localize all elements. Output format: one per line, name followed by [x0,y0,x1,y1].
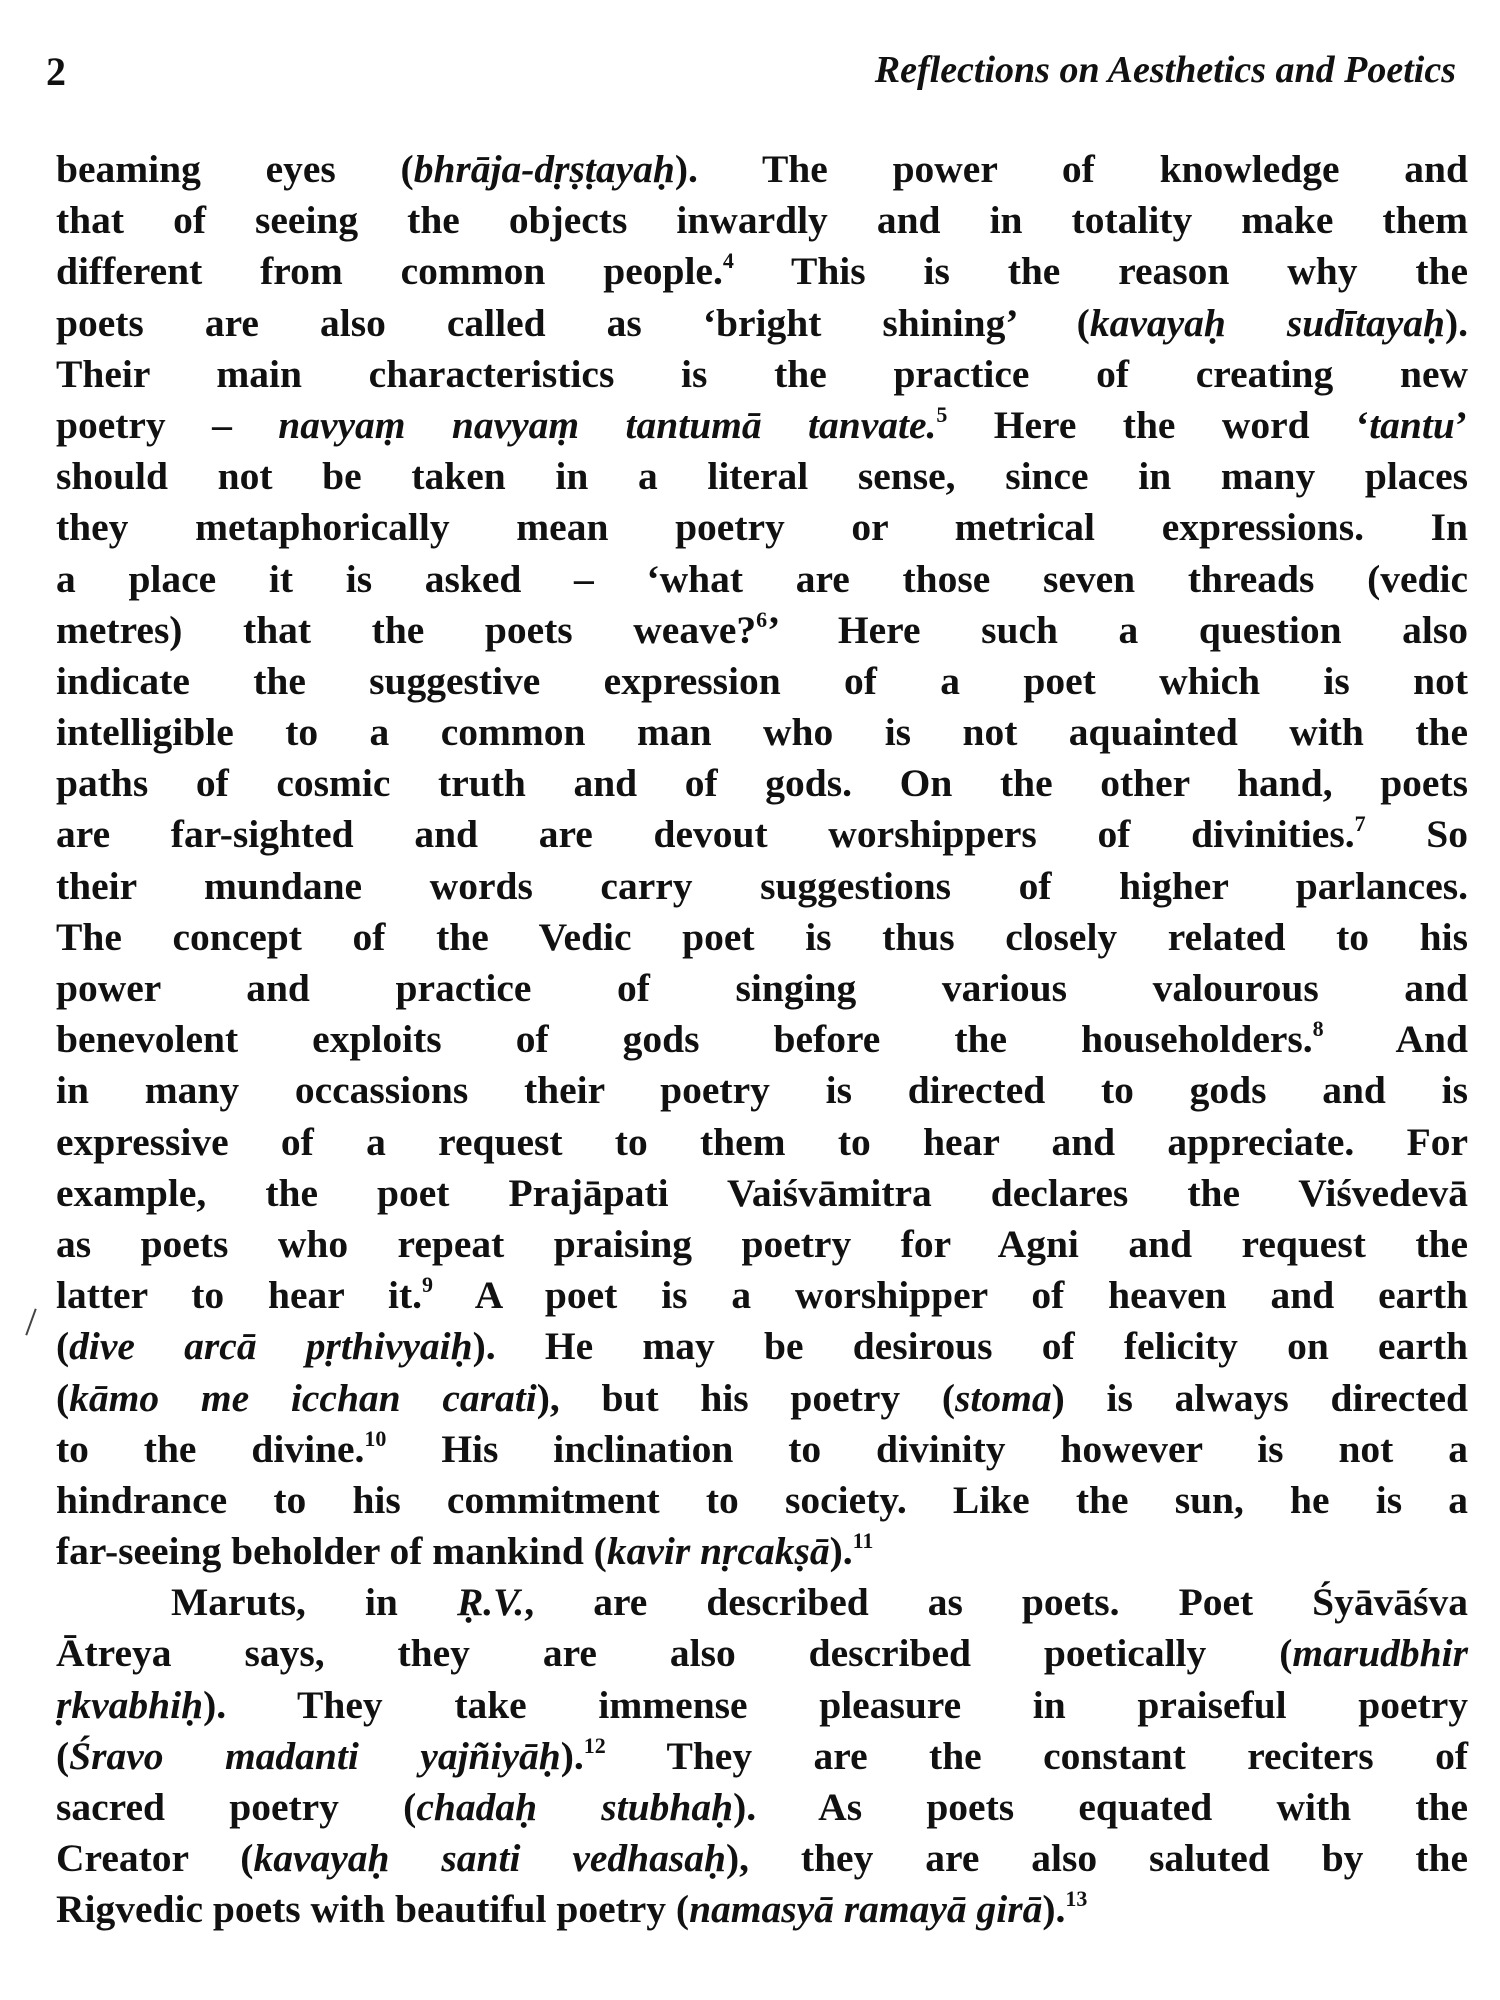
text-segment: benevolent exploits of gods before the householders. [56,1017,1313,1062]
italic-term: kavir nṛcakṣā [606,1529,830,1574]
text-segment: should not be taken in a literal sense, since in many places [56,454,1468,499]
margin-mark [25,1309,36,1336]
italic-term: bhrāja-dṛṣṭayaḥ [413,147,675,191]
text-segment: ). He may be desirous of felicity on earth [472,1324,1468,1369]
footnote-ref: 13 [1065,1886,1088,1912]
text-segment: ’ Here such a question also [767,607,1468,652]
text-line [56,1526,1468,1577]
text-segment: And [1323,1017,1468,1062]
text-segment: a place it is asked – ‘what are those seven threads (vedic [56,556,1468,601]
text-segment: ). [1042,1887,1066,1932]
text-segment: power and practice of singing various valourous and [56,966,1468,1010]
italic-term: namasyā ramayā girā [689,1887,1043,1932]
text-line [56,1373,1468,1424]
text-segment: beaming eyes ( [56,147,414,191]
text-segment: ). They take immense pleasure in praiseful poetry [203,1682,1468,1727]
text-segment: ( [56,1733,70,1778]
text-line [56,246,1468,297]
text-line [56,707,1468,758]
text-line [56,1833,1468,1884]
text-line [56,1782,1468,1833]
text-segment: They are the constant reciters of [605,1733,1468,1778]
italic-term: kāmo me icchan carati [69,1375,537,1420]
text-segment: poetry – [56,402,279,447]
text-line [56,502,1468,553]
text-line [56,1321,1468,1372]
text-segment: A poet is a worshipper of heaven and earth [433,1273,1468,1318]
text-segment: metres) that the poets weave? [56,607,757,652]
text-line [56,1270,1468,1321]
text-segment: different from common people. [56,249,723,294]
text-segment: intelligible to a common man who is not aquainted with the [56,710,1468,755]
text-line [56,605,1468,656]
text-segment: Here the word ‘ [947,402,1370,447]
text-segment: example, the poet Prajāpati Vaiśvāmitra declares the Viśvedevā [56,1170,1468,1215]
text-segment: they metaphorically mean poetry or metrical expressions. In [56,505,1468,550]
text-segment: This is the reason why the [733,249,1468,294]
text-line [56,1577,1468,1628]
text-segment: ). [829,1529,853,1574]
text-segment: are far-sighted and are devout worshippers of divinities. [56,812,1355,857]
text-segment: as poets who repeat praising poetry for Agni and request the [56,1221,1468,1266]
footnote-ref: 10 [364,1425,387,1451]
text-segment: to the divine. [56,1426,365,1471]
text-line [56,195,1468,246]
text-segment: ). As poets equated with the [733,1785,1469,1829]
text-segment: ’ [1454,402,1468,447]
text-segment: expressive of a request to them to hear and appreciate. For [56,1119,1468,1164]
text-line [56,861,1468,912]
italic-term: marudbhir [1292,1631,1468,1676]
page-header [46,48,1456,98]
italic-term: kavayaḥ santi vedhasaḥ [253,1836,726,1881]
text-line [56,144,1468,195]
italic-term: Śravo madanti yajñiyāḥ [69,1733,561,1778]
running-title: Reflections on Aesthetics and Poetics [874,49,1456,91]
footnote-ref: 4 [722,248,734,274]
italic-term: kavayaḥ sudītayaḥ [1089,300,1445,345]
text-line [56,912,1468,963]
italic-term: Ṛ.V. [456,1580,525,1625]
text-line [56,349,1468,400]
text-segment: Creator ( [56,1836,254,1881]
body-text [56,144,1468,1936]
text-segment: ), they are also saluted by the [725,1836,1468,1881]
text-line [56,758,1468,809]
text-segment: in many occassions their poetry is directed to gods and is [56,1068,1468,1113]
text-line [56,1731,1468,1782]
text-segment: Ātreya says, they are also described poetically ( [56,1631,1293,1676]
footnote-ref: 11 [852,1528,874,1554]
italic-term: navyaṃ navyaṃ tantumā tanvate. [278,402,937,447]
text-line [56,963,1468,1014]
text-segment: ), but his poetry ( [536,1375,956,1420]
text-segment: far-seeing beholder of mankind ( [56,1529,607,1574]
text-line [56,1219,1468,1270]
italic-term: stoma [955,1375,1052,1420]
text-segment: latter to hear it. [56,1273,422,1318]
text-segment: sacred poetry ( [56,1785,417,1829]
text-segment: ). The power of knowledge and [674,147,1468,191]
text-line [56,400,1468,451]
text-segment: Their main characteristics is the practice of creating new [56,351,1468,396]
text-line [56,451,1468,502]
text-segment: ) is always directed [1051,1375,1468,1420]
text-segment: The concept of the Vedic poet is thus closely related to his [56,914,1468,959]
text-line [56,298,1468,349]
footnote-ref: 8 [1312,1016,1324,1042]
text-line [56,1424,1468,1475]
text-line [56,1168,1468,1219]
footnote-ref: 6 [756,606,768,632]
text-segment: Rigvedic poets with beautiful poetry ( [56,1887,690,1932]
text-segment: ( [56,1375,70,1420]
text-segment: that of seeing the objects inwardly and in totality make them [56,198,1468,243]
text-segment: So [1365,812,1469,857]
text-line [56,1014,1468,1065]
footnote-ref: 9 [422,1272,433,1298]
text-segment: poets are also called as ‘bright shining’ ( [56,300,1090,345]
text-segment: indicate the suggestive expression of a poet which is not [56,658,1468,703]
text-segment: paths of cosmic truth and of gods. On the other hand, poets [56,761,1468,806]
italic-term: tantu [1369,402,1455,447]
text-segment: ( [56,1324,70,1369]
text-line [56,1065,1468,1116]
text-line [56,656,1468,707]
text-segment: ). [1444,300,1468,345]
text-line [56,1680,1468,1731]
text-line [56,809,1468,860]
text-segment: , are described as poets. Poet Śyāvāśva [524,1580,1469,1625]
footnote-ref: 5 [936,401,948,427]
italic-term: dive arcā pṛthivyaiḥ [69,1324,473,1369]
text-segment: Maruts, in [171,1580,457,1625]
italic-term: chadaḥ stubhaḥ [416,1785,734,1829]
text-line [56,1117,1468,1168]
text-line [56,554,1468,605]
footnote-ref: 7 [1354,811,1366,837]
italic-term: ṛkvabhiḥ [56,1682,204,1727]
text-line [56,1884,1468,1935]
footnote-ref: 12 [583,1732,606,1758]
text-segment: hindrance to his commitment to society. Like the sun, he is a [56,1477,1468,1522]
text-line [56,1475,1468,1526]
page-number: 2 [46,49,66,94]
text-line [56,1628,1468,1679]
text-segment: ). [560,1733,584,1778]
text-segment: their mundane words carry suggestions of higher parlances. [56,863,1468,908]
text-segment: His inclination to divinity however is not a [386,1426,1468,1471]
